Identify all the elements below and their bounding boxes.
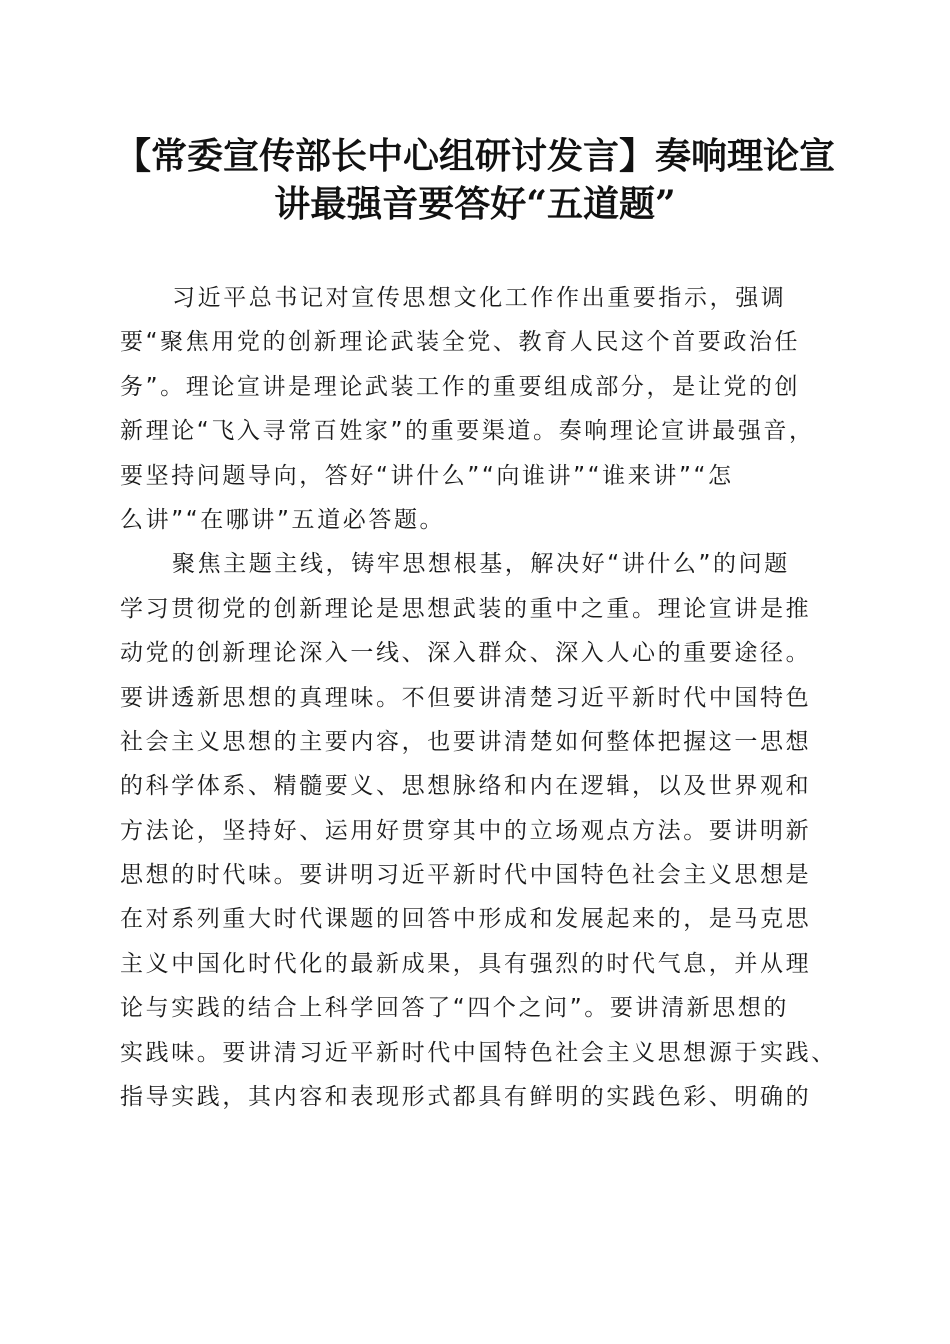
paragraph-line: 论与实践的结合上科学回答了“四个之问”。要讲清新思想的: [120, 995, 790, 1022]
document-title: [100, 132, 850, 228]
paragraph-line: 聚焦主题主线，铸牢思想根基，解决好“讲什么”的问题: [172, 551, 790, 578]
paragraph-line: 的科学体系、精髓要义、思想脉络和内在逻辑，以及世界观和: [120, 773, 812, 800]
paragraph-line: 务”。理论宣讲是理论武装工作的重要组成部分，是让党的创: [120, 373, 801, 400]
title-line-1: 【常委宣传部长中心组研讨发言】奏响理论宣: [114, 135, 835, 177]
paragraph-line: 要坚持问题导向，答好“讲什么”“向谁讲”“谁来讲”“怎: [120, 462, 734, 489]
paragraph-line: 要“聚焦用党的创新理论武装全党、教育人民这个首要政治任: [120, 329, 801, 356]
paragraph-line: 方法论，坚持好、运用好贯穿其中的立场观点方法。要讲明新: [120, 817, 812, 844]
paragraph-2: [120, 542, 850, 1119]
paragraph-line: 动党的创新理论深入一线、深入群众、深入人心的重要途径。: [120, 640, 812, 667]
paragraph-line: 新理论“飞入寻常百姓家”的重要渠道。奏响理论宣讲最强音，: [120, 418, 815, 445]
paragraph-line: 主义中国化时代化的最新成果，具有强烈的时代气息，并从理: [120, 950, 812, 977]
title-line-2: 讲最强音要答好“五道题”: [274, 183, 676, 225]
paragraph-line: 么讲”“在哪讲”五道必答题。: [120, 506, 446, 533]
paragraph-line: 实践味。要讲清习近平新时代中国特色社会主义思想源于实践、: [120, 1039, 837, 1066]
paragraph-line: 要讲透新思想的真理味。不但要讲清楚习近平新时代中国特色: [120, 684, 812, 711]
paragraph-line: 习近平总书记对宣传思想文化工作作出重要指示，强调: [172, 285, 787, 311]
paragraph-line: 指导实践，其内容和表现形式都具有鲜明的实践色彩、明确的: [120, 1084, 812, 1111]
paragraph-line: 学习贯彻党的创新理论是思想武装的重中之重。理论宣讲是推: [120, 595, 812, 622]
paragraph-1: [120, 276, 850, 542]
document-body: [120, 276, 850, 1119]
paragraph-line: 社会主义思想的主要内容，也要讲清楚如何整体把握这一思想: [120, 728, 812, 755]
paragraph-line: 思想的时代味。要讲明习近平新时代中国特色社会主义思想是: [120, 862, 812, 889]
paragraph-line: 在对系列重大时代课题的回答中形成和发展起来的，是马克思: [120, 906, 812, 933]
